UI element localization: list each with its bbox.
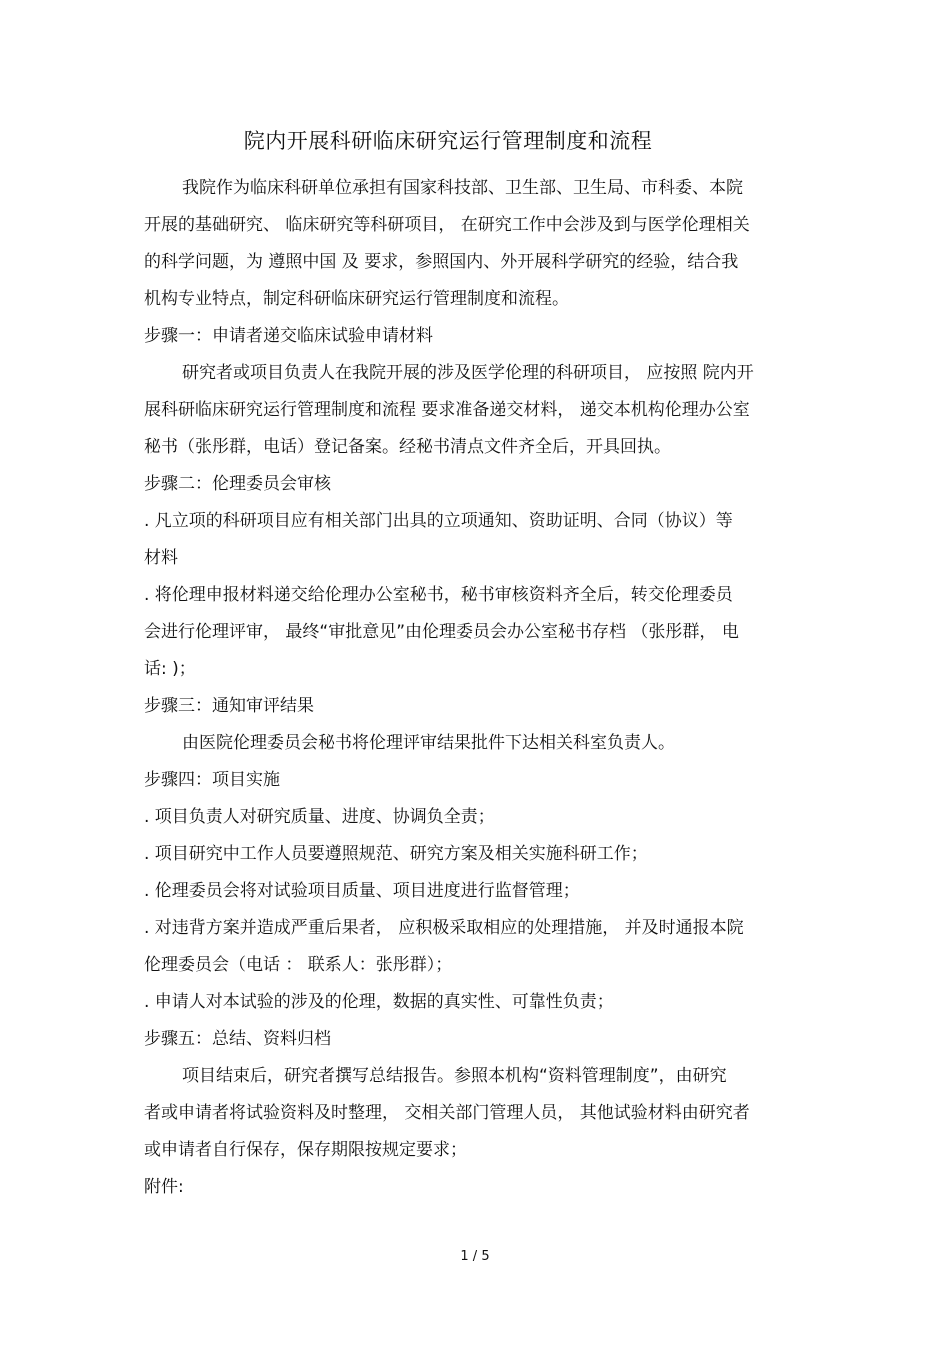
step-heading: 步骤五：总结、资料归档 xyxy=(144,1029,331,1049)
list-item-continuation: 材料 xyxy=(144,548,178,568)
list-item-continuation: 伦理委员会（电话 ： 联系人：张彤群）； xyxy=(144,955,453,975)
paragraph-line: 由医院伦理委员会秘书将伦理评审结果批件下达相关科室负责人。 xyxy=(182,733,675,753)
paragraph-line: 者或申请者将试验资料及时整理， 交相关部门管理人员， 其他试验材料由研究者 xyxy=(144,1103,750,1123)
list-item-continuation: 会进行伦理评审， 最终“审批意见”由伦理委员会办公室秘书存档 （张彤群， 电 xyxy=(144,622,739,642)
paragraph-line: 研究者或项目负责人在我院开展的涉及医学伦理的科研项目， 应按照 院内开 xyxy=(182,363,754,383)
list-item: . 项目负责人对研究质量、进度、协调负全责； xyxy=(144,807,495,827)
document-body xyxy=(144,170,814,1206)
document-title: 院内开展科研临床研究运行管理制度和流程 xyxy=(243,129,653,153)
list-item: . 对违背方案并造成严重后果者， 应积极采取相应的处理措施， 并及时通报本院 xyxy=(144,918,744,938)
paragraph-line: 项目结束后，研究者撰写总结报告。参照本机构“资料管理制度”，由研究 xyxy=(182,1066,727,1086)
list-item: . 凡立项的科研项目应有相关部门出具的立项通知、资助证明、合同（协议）等 xyxy=(144,511,733,531)
step-heading: 步骤三：通知审评结果 xyxy=(144,696,314,716)
paragraph-line: 秘书（张彤群，电话）登记备案。经秘书清点文件齐全后，开具回执。 xyxy=(144,437,671,457)
paragraph-line: 或申请者自行保存，保存期限按规定要求； xyxy=(144,1140,467,1160)
list-item: . 将伦理申报材料递交给伦理办公室秘书，秘书审核资料齐全后，转交伦理委员 xyxy=(144,585,733,605)
paragraph-line: 的科学问题，为 遵照中国 及 要求，参照国内、外开展科学研究的经验，结合我 xyxy=(144,252,739,272)
step-heading: 步骤四：项目实施 xyxy=(144,770,280,790)
step-heading: 步骤二：伦理委员会审核 xyxy=(144,474,331,494)
list-item: . 伦理委员会将对试验项目质量、项目进度进行监督管理； xyxy=(144,881,580,901)
paragraph-line: 开展的基础研究、 临床研究等科研项目， 在研究工作中会涉及到与医学伦理相关 xyxy=(144,215,750,235)
paragraph-line: 我院作为临床科研单位承担有国家科技部、卫生部、卫生局、市科委、本院 xyxy=(182,178,743,198)
attachment-label: 附件: xyxy=(144,1177,184,1197)
list-item-continuation: 话: )； xyxy=(144,659,196,679)
list-item: . 申请人对本试验的涉及的伦理，数据的真实性、可靠性负责； xyxy=(144,992,614,1012)
list-item: . 项目研究中工作人员要遵照规范、研究方案及相关实施科研工作； xyxy=(144,844,648,864)
paragraph-line: 展科研临床研究运行管理制度和流程 要求准备递交材料， 递交本机构伦理办公室 xyxy=(144,400,750,420)
paragraph-line: 机构专业特点，制定科研临床研究运行管理制度和流程。 xyxy=(144,289,569,309)
page-number: 1 / 5 xyxy=(460,1249,490,1264)
step-heading: 步骤一：申请者递交临床试验申请材料 xyxy=(144,326,433,346)
